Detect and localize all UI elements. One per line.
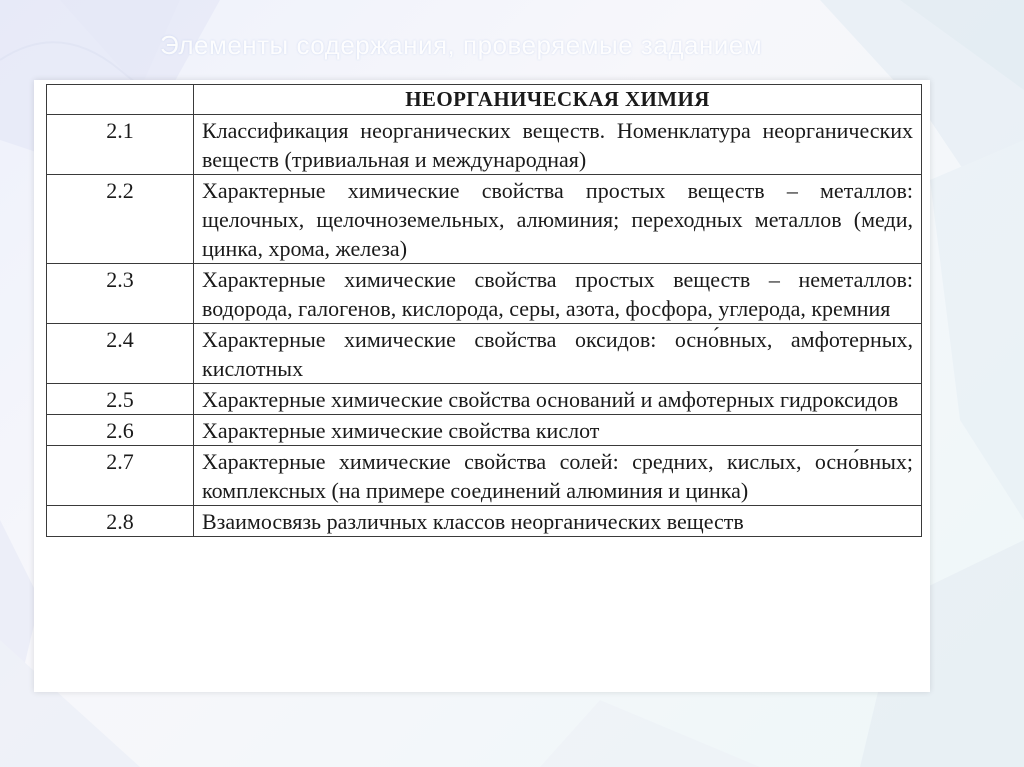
row-number: 2.3 — [47, 264, 194, 324]
row-text: Характерные химические свойства оснований и амфотерных гидроксидов — [194, 384, 922, 415]
row-text: Характерные химические свойства простых веществ – металлов: щелочных, щелочноземельных, алюминия; переходных металлов (меди, цинка, хрома, железа) — [194, 175, 922, 264]
row-number: 2.1 — [47, 115, 194, 175]
topics-table — [46, 84, 922, 537]
slide-title: Элементы содержания, проверяемые заданием — [160, 30, 763, 60]
row-number: 2.7 — [47, 446, 194, 506]
table-row — [47, 175, 922, 264]
table-row — [47, 384, 922, 415]
table-row — [47, 446, 922, 506]
row-number: 2.4 — [47, 324, 194, 384]
row-text: Характерные химические свойства простых веществ – неметаллов: водорода, галогенов, кислорода, серы, азота, фосфора, углерода, кремния — [194, 264, 922, 324]
row-number: 2.8 — [47, 506, 194, 537]
row-number: 2.2 — [47, 175, 194, 264]
row-number: 2.5 — [47, 384, 194, 415]
table-row — [47, 115, 922, 175]
table-row — [47, 324, 922, 384]
table-header-row — [47, 85, 922, 115]
table-row — [47, 506, 922, 537]
header-blank-cell — [47, 85, 194, 115]
table-row — [47, 415, 922, 446]
row-text: Характерные химические свойства кислот — [194, 415, 922, 446]
row-number: 2.6 — [47, 415, 194, 446]
row-text: Взаимосвязь различных классов неорганических веществ — [194, 506, 922, 537]
document-sheet — [34, 80, 930, 692]
row-text: Характерные химические свойства оксидов: осно́вных, амфотерных, кислотных — [194, 324, 922, 384]
table-header: НЕОРГАНИЧЕСКАЯ ХИМИЯ — [194, 85, 922, 115]
row-text: Классификация неорганических веществ. Номенклатура неорганических веществ (тривиальная и международная) — [194, 115, 922, 175]
row-text: Характерные химические свойства солей: средних, кислых, осно́вных; комплексных (на примере соединений алюминия и цинка) — [194, 446, 922, 506]
table-row — [47, 264, 922, 324]
